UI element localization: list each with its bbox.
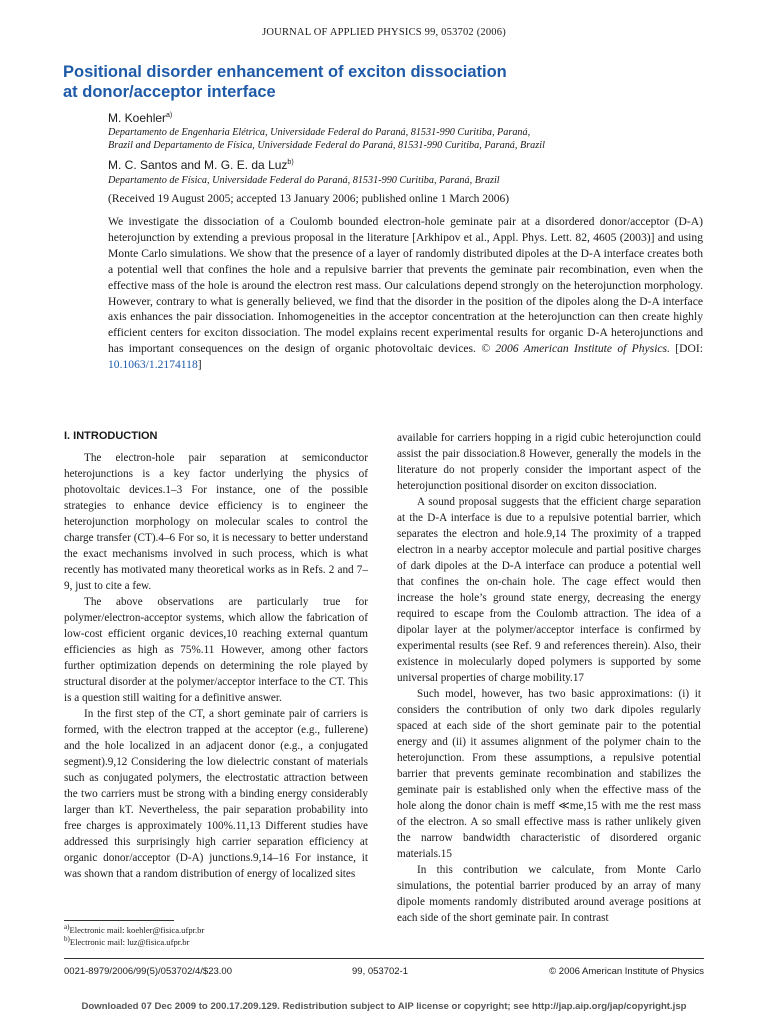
paragraph: In this contribution we calculate, from Monte Carlo simulations, the potential barrier produced by an array of many dipole moments randomly distributed around average positions at each side of the short geminate pair. In contrast [397,864,701,924]
author-marker: a) [166,112,173,119]
footnote-rule [64,920,174,921]
received-dates: (Received 19 August 2005; accepted 13 January 2006; published online 1 March 2006) [108,193,510,205]
footnote-a [64,925,204,936]
title-line-2: at donor/acceptor interface [63,83,276,101]
paragraph: A sound proposal suggests that the efficient charge separation at the D-A interface is due to a repulsive potential barrier, which separates the electron and hole.9,14 The proximity of a trapped electron in a nearby acceptor molecule and partial positive charges of dark dipoles at the D-A interface can produce a potential well that confines the on-chain hole. The cage effect would then increase the hole’s ground state energy, decreasing the energy required to escape from the Coulomb attraction. The idea of a dipolar layer at the polymer/acceptor interface is confirmed by experimental results (see Ref. 9 and references therein). Also, their existence in molecularly doped polymers is supported by some universal properties of charge mobility.17 [397,496,701,684]
doi-link[interactable]: 10.1063/1.2174118 [108,358,198,372]
author-marker: b) [287,159,294,166]
doi-prefix: [DOI: [675,342,703,356]
abstract-text: We investigate the dissociation of a Coulomb bounded electron-hole geminate pair at a disordered donor/acceptor (D-A) heterojunction by extending a previous proposal in the literature [Arkhipov et al., Appl. Phys. Lett. 82, 4605 (2003)] and using Monte Carlo simulations. We show that the presence of a layer of randomly distributed dipoles at the D-A interface creates both a potential well that confines the hole and a repulsive barrier that prevents the geminate pair recombination, even when the effective mass of the hole is around the electron rest mass. Our calculations depend strongly on the heterojunction morphology. However, contrary to what is generally believed, we find that the disorder in the position of the dipoles along the D-A interface axis enhances the pair dissociation. Inhomogeneities in the acceptor concentration at the heterojunction can then create highly efficient centers for exciton dissociation. The model explains recent experimental results for organic D-A heterojunctions and has important consequences on the design of organic photovoltaic devices. [108,215,703,356]
affiliation-santos-luz [108,174,708,187]
journal-header: JOURNAL OF APPLIED PHYSICS 99, 053702 (2006) [262,27,506,38]
author-name: M. Koehler [108,111,167,125]
footnote-text: Electronic mail: luz@fisica.ufpr.br [69,937,190,947]
paragraph: Such model, however, has two basic approximations: (i) it considers the contribution of only two dark dipoles regularly spaced at each side of the short geminate pair to the potential energy and (ii) it assumes alignment of the polymer chain to the heterojunction. From these assumptions, a repulsive potential barrier that prevents geminate recombination and stabilizes the geminate pair is established only when the effective mass of the hole along the donor chain is meff ≪me,15 with me the rest mass of the electron. A so small effective mass is rather unlikely given the narrow bandwidth characteristic of disordered organic materials.15 [397,688,701,860]
paragraph: The electron-hole pair separation at semiconductor heterojunctions is a key factor underlying the physics of photovoltaic devices.1–3 For instance, one of the possible strategies to enhance device efficiency is to engineer the heterojunction morphology on molecular scales to control the charge transfer (CT).4–6 For so, it is necessary to better understand the exact mechanisms involved in such process, which is what recently has motivated many theoretical works as in Refs. 2 and 7–9, just to cite a few. [64,452,368,592]
author-santos-luz [108,158,294,172]
affiliation-line: Departamento de Engenharia Elétrica, Universidade Federal do Paraná, 81531-990 Curitiba, Paraná, [108,127,531,138]
section-heading: I. INTRODUCTION [64,430,158,442]
footer-copyright: © 2006 American Institute of Physics [549,966,704,977]
footnote-text: Electronic mail: koehler@fisica.ufpr.br [69,925,205,935]
footer-rule [64,958,704,959]
affiliation-line: Brazil and Departamento de Física, Universidade Federal do Paraná, 81531-990 Curitiba, Paraná, Brazil [108,140,545,151]
footer-issn: 0021-8979/2006/99(5)/053702/4/$23.00 [64,966,232,977]
title-line-1: Positional disorder enhancement of exciton dissociation [63,63,507,81]
footnote-b [64,937,189,948]
paragraph: available for carriers hopping in a rigid cubic heterojunction could assist the pair dissociation.8 However, generally the models in the literature do not properly consider the important aspect of the heterojunction positional disorder on exciton dissociation. [397,432,701,492]
affiliation-koehler [108,126,708,152]
right-column [397,430,701,926]
doi-suffix: ] [197,358,202,372]
affiliation-line: Departamento de Física, Universidade Federal do Paraná, 81531-990 Curitiba, Paraná, Brazil [108,175,500,186]
left-column [64,450,368,882]
author-name: M. C. Santos and M. G. E. da Luz [108,158,288,172]
paper-title [63,62,663,102]
abstract-copyright: © 2006 American Institute of Physics. [481,342,670,356]
author-koehler [108,111,172,125]
footnote-marker: b) [64,935,70,944]
abstract [108,214,703,373]
footnote-marker: a) [64,923,70,932]
paragraph: In the first step of the CT, a short geminate pair of carriers is formed, with the electron trapped at the acceptor (e.g., fullerene) and the hole localized in an adjacent donor (e.g., a conjugated segment).9,12 Considering the low dielectric constant of materials such as conjugated polymers, the electrostatic attraction between the two carriers must be strong with a binding energy considerably larger than kT. Nevertheless, the pair separation probability into free charges is approximately 100%.11,13 Different studies have addressed this surprisingly high carrier separation efficiency at organic donor/acceptor (D-A) junctions.9,14–16 For instance, it was shown that a random distribution of energy of localized sites [64,708,368,880]
download-note: Downloaded 07 Dec 2009 to 200.17.209.129. Redistribution subject to AIP license or copyright; see http://jap.aip.org/jap/copyright.jsp [81,1001,687,1012]
footer-page: 99, 053702-1 [352,966,408,977]
paragraph: The above observations are particularly true for polymer/electron-acceptor systems, which allow the fabrication of low-cost efficient organic devices,10 reaching external quantum efficiencies as high as 75%.11 However, among other factors further optimization depends on determining the role played by structural disorder at the polymer/acceptor interface to the CT. This is a question still waiting for a definitive answer. [64,596,368,704]
